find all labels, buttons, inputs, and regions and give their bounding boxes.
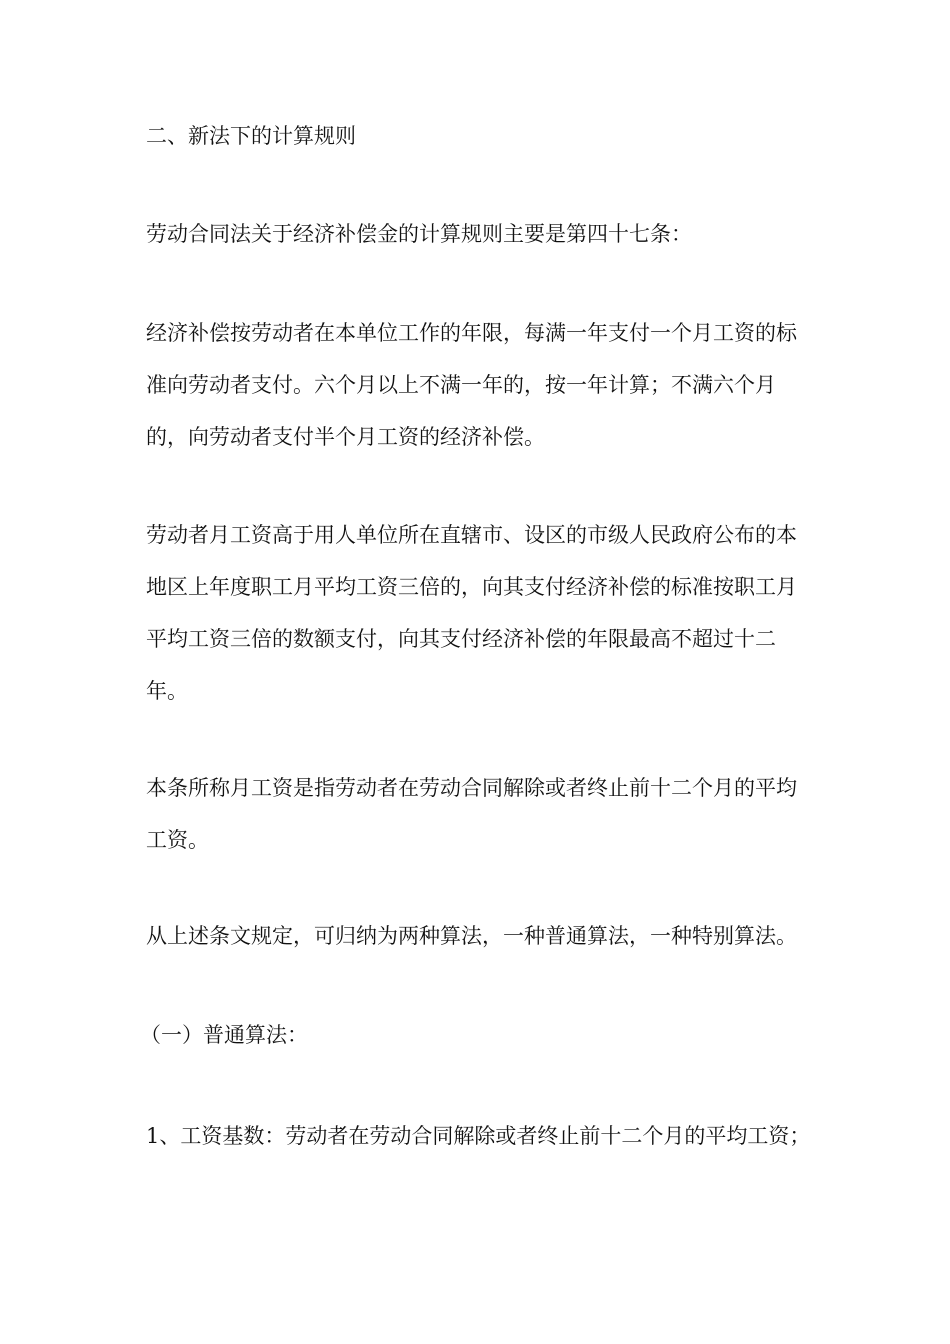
paragraph-definition: 本条所称月工资是指劳动者在劳动合同解除或者终止前十二个月的平均工资。 — [146, 776, 797, 852]
paragraph-intro: 劳动合同法关于经济补偿金的计算规则主要是第四十七条： — [146, 222, 692, 246]
paragraph-rule: 经济补偿按劳动者在本单位工作的年限，每满一年支付一个月工资的标准向劳动者支付。六个月以上不满一年的，按一年计算；不满六个月的，向劳动者支付半个月工资的经济补偿。 — [146, 321, 797, 449]
paragraph-summary: 从上述条文规定，可归纳为两种算法，一种普通算法，一种特别算法。 — [146, 924, 797, 948]
list-item: 1、工资基数：劳动者在劳动合同解除或者终止前十二个月的平均工资； — [146, 1124, 811, 1148]
subsection-heading: （一）普通算法： — [140, 1023, 308, 1047]
paragraph-cap: 劳动者月工资高于用人单位所在直辖市、设区的市级人民政府公布的本地区上年度职工月平均工资三倍的，向其支付经济补偿的标准按职工月平均工资三倍的数额支付，向其支付经济补偿的年限最高不超过十二年。 — [146, 523, 797, 703]
section-heading: 二、新法下的计算规则 — [146, 124, 356, 148]
